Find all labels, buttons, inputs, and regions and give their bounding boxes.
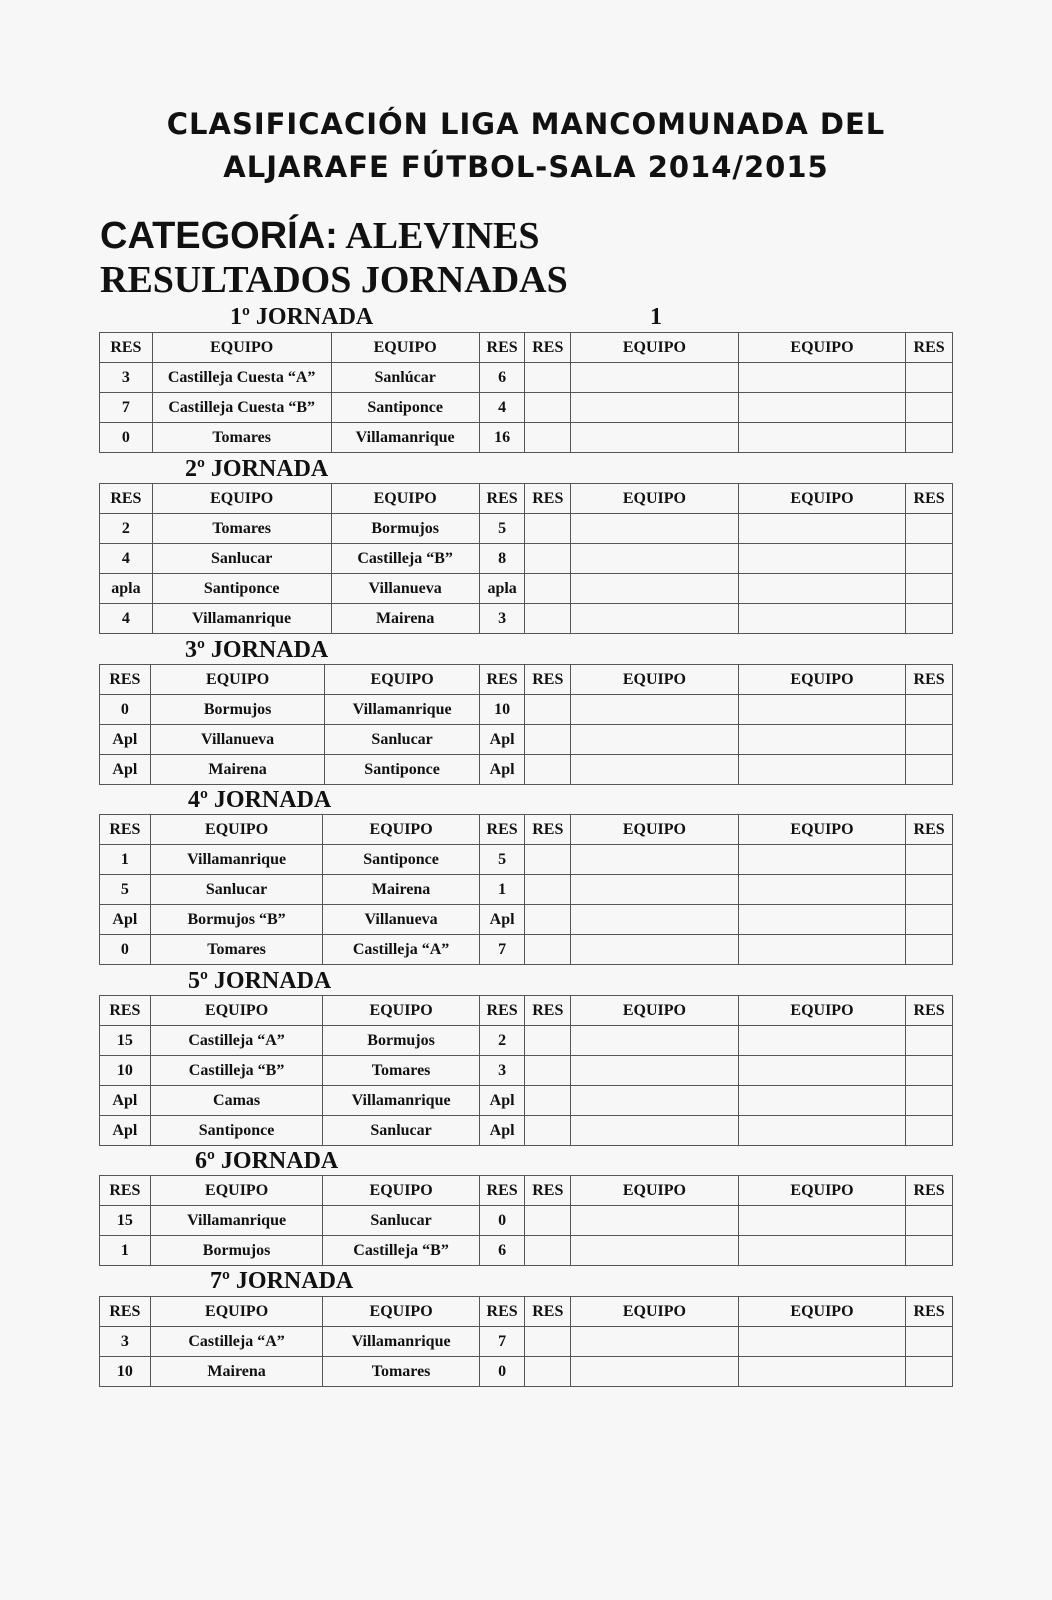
column-header: RES (525, 484, 571, 514)
away-score: Apl (479, 755, 525, 785)
home-team: Sanlucar (150, 875, 323, 905)
home-score: 1 (100, 845, 151, 875)
empty-cell (571, 695, 739, 725)
empty-cell (906, 1086, 953, 1116)
away-team: Castilleja “A” (323, 935, 479, 965)
table-row (100, 845, 953, 875)
away-score: 5 (479, 845, 525, 875)
table-row (100, 393, 953, 423)
column-header: EQUIPO (738, 333, 906, 363)
away-team: Villamanrique (323, 1327, 479, 1357)
home-team: Tomares (150, 935, 323, 965)
column-header: EQUIPO (571, 996, 739, 1026)
empty-cell (525, 695, 571, 725)
away-team: Sanlucar (323, 1206, 479, 1236)
away-team: Castilleja “B” (323, 1236, 479, 1266)
home-team: Villamanrique (152, 604, 331, 634)
empty-cell (738, 1116, 906, 1146)
column-header: RES (525, 333, 571, 363)
column-header: EQUIPO (331, 484, 479, 514)
empty-cell (525, 1086, 571, 1116)
away-team: Villamanrique (331, 423, 479, 453)
category-heading (100, 213, 540, 259)
column-header: RES (906, 484, 953, 514)
home-score: Apl (100, 1086, 151, 1116)
empty-cell (906, 1236, 953, 1266)
column-header: RES (525, 1176, 571, 1206)
table-row (100, 875, 953, 905)
jornada-2-title: 2º JORNADA (185, 456, 329, 482)
home-score: 5 (100, 875, 151, 905)
empty-cell (906, 695, 953, 725)
empty-cell (571, 935, 739, 965)
table-header-row (100, 333, 953, 363)
away-score: 8 (479, 544, 525, 574)
column-header: RES (906, 1297, 953, 1327)
table-row (100, 363, 953, 393)
column-header: RES (100, 484, 153, 514)
home-team: Bormujos (150, 1236, 323, 1266)
away-score: 0 (479, 1357, 525, 1387)
jornada-7-table (99, 1296, 953, 1387)
empty-cell (738, 1327, 906, 1357)
home-score: 4 (100, 544, 153, 574)
empty-cell (906, 845, 953, 875)
empty-cell (906, 1206, 953, 1236)
empty-cell (571, 1056, 739, 1086)
empty-cell (525, 935, 571, 965)
home-score: 15 (100, 1206, 151, 1236)
empty-cell (906, 725, 953, 755)
empty-cell (738, 574, 906, 604)
empty-cell (525, 393, 571, 423)
column-header: RES (479, 1176, 525, 1206)
table-header-row (100, 1297, 953, 1327)
empty-cell (525, 875, 571, 905)
away-score: apla (479, 574, 525, 604)
empty-cell (738, 544, 906, 574)
column-header: EQUIPO (738, 1176, 906, 1206)
column-header: EQUIPO (738, 665, 906, 695)
empty-cell (525, 1236, 571, 1266)
table-row (100, 423, 953, 453)
jornada-2-table (99, 483, 953, 634)
column-header: EQUIPO (325, 665, 479, 695)
jornada-1-extra-number: 1 (650, 304, 662, 330)
table-row (100, 935, 953, 965)
empty-cell (571, 1236, 739, 1266)
away-score: Apl (479, 905, 525, 935)
away-score: 1 (479, 875, 525, 905)
home-team: Santiponce (150, 1116, 323, 1146)
empty-cell (738, 905, 906, 935)
empty-cell (738, 935, 906, 965)
empty-cell (906, 755, 953, 785)
empty-cell (525, 604, 571, 634)
column-header: RES (100, 1176, 151, 1206)
home-score: Apl (100, 755, 151, 785)
empty-cell (525, 755, 571, 785)
away-score: 2 (479, 1026, 525, 1056)
document-title-line-2: ALJARAFE FÚTBOL-SALA 2014/2015 (223, 150, 829, 184)
column-header: RES (100, 333, 153, 363)
empty-cell (571, 845, 739, 875)
home-score: 0 (100, 935, 151, 965)
column-header: RES (479, 484, 525, 514)
table-row (100, 1056, 953, 1086)
empty-cell (906, 875, 953, 905)
empty-cell (738, 514, 906, 544)
empty-cell (525, 423, 571, 453)
empty-cell (571, 363, 739, 393)
empty-cell (525, 1026, 571, 1056)
column-header: EQUIPO (152, 333, 331, 363)
empty-cell (738, 1026, 906, 1056)
empty-cell (738, 604, 906, 634)
empty-cell (906, 1116, 953, 1146)
empty-cell (906, 423, 953, 453)
column-header: EQUIPO (738, 996, 906, 1026)
away-team: Mairena (323, 875, 479, 905)
empty-cell (571, 574, 739, 604)
column-header: EQUIPO (150, 1176, 323, 1206)
column-header: RES (906, 665, 953, 695)
away-score: 6 (479, 1236, 525, 1266)
home-score: 4 (100, 604, 153, 634)
column-header: EQUIPO (152, 484, 331, 514)
column-header: RES (479, 665, 525, 695)
home-score: 3 (100, 363, 153, 393)
away-score: 6 (479, 363, 525, 393)
empty-cell (738, 725, 906, 755)
empty-cell (906, 905, 953, 935)
results-heading: RESULTADOS JORNADAS (100, 259, 568, 301)
home-score: 2 (100, 514, 153, 544)
column-header: EQUIPO (571, 484, 739, 514)
away-team: Santiponce (325, 755, 479, 785)
empty-cell (525, 574, 571, 604)
home-team: Castilleja Cuesta “A” (152, 363, 331, 393)
column-header: EQUIPO (150, 1297, 323, 1327)
home-team: Castilleja “A” (150, 1327, 323, 1357)
table-row (100, 544, 953, 574)
empty-cell (525, 1357, 571, 1387)
empty-cell (525, 514, 571, 544)
away-score: Apl (479, 725, 525, 755)
away-team: Sanlucar (323, 1116, 479, 1146)
home-score: 0 (100, 423, 153, 453)
column-header: EQUIPO (323, 1297, 479, 1327)
document-title-line-1: CLASIFICACIÓN LIGA MANCOMUNADA DEL (166, 107, 886, 141)
column-header: RES (100, 665, 151, 695)
away-team: Villamanrique (325, 695, 479, 725)
away-team: Villanueva (323, 905, 479, 935)
column-header: EQUIPO (571, 815, 739, 845)
away-score: 4 (479, 393, 525, 423)
column-header: RES (906, 815, 953, 845)
column-header: EQUIPO (738, 815, 906, 845)
empty-cell (738, 845, 906, 875)
table-header-row (100, 815, 953, 845)
home-team: Villanueva (150, 725, 325, 755)
table-header-row (100, 484, 953, 514)
empty-cell (571, 514, 739, 544)
jornada-7-title: 7º JORNADA (210, 1268, 354, 1294)
empty-cell (738, 1357, 906, 1387)
table-header-row (100, 1176, 953, 1206)
away-team: Bormujos (331, 514, 479, 544)
column-header: RES (479, 333, 525, 363)
empty-cell (906, 1056, 953, 1086)
away-team: Santiponce (331, 393, 479, 423)
table-row (100, 1236, 953, 1266)
jornada-5-table (99, 995, 953, 1146)
category-value: ALEVINES (345, 215, 540, 257)
empty-cell (906, 935, 953, 965)
home-score: Apl (100, 905, 151, 935)
away-score: Apl (479, 1086, 525, 1116)
column-header: EQUIPO (571, 1176, 739, 1206)
empty-cell (906, 393, 953, 423)
home-team: Sanlucar (152, 544, 331, 574)
empty-cell (525, 905, 571, 935)
empty-cell (571, 1026, 739, 1056)
away-team: Tomares (323, 1056, 479, 1086)
jornada-5-title: 5º JORNADA (188, 968, 332, 994)
empty-cell (571, 725, 739, 755)
home-score: 7 (100, 393, 153, 423)
column-header: RES (906, 333, 953, 363)
empty-cell (571, 905, 739, 935)
home-team: Castilleja “B” (150, 1056, 323, 1086)
empty-cell (738, 423, 906, 453)
empty-cell (738, 1236, 906, 1266)
away-team: Villamanrique (323, 1086, 479, 1116)
jornada-1-table (99, 332, 953, 453)
empty-cell (571, 755, 739, 785)
column-header: EQUIPO (150, 996, 323, 1026)
home-team: Castilleja Cuesta “B” (152, 393, 331, 423)
home-score: 3 (100, 1327, 151, 1357)
column-header: EQUIPO (738, 484, 906, 514)
table-row (100, 1026, 953, 1056)
away-team: Tomares (323, 1357, 479, 1387)
empty-cell (571, 1206, 739, 1236)
empty-cell (571, 393, 739, 423)
table-row (100, 1086, 953, 1116)
column-header: RES (525, 665, 571, 695)
away-team: Santiponce (323, 845, 479, 875)
empty-cell (525, 1056, 571, 1086)
category-label: CATEGORÍA: (100, 215, 338, 257)
column-header: RES (479, 815, 525, 845)
home-team: Villamanrique (150, 845, 323, 875)
column-header: RES (100, 996, 151, 1026)
jornada-3-table (99, 664, 953, 785)
jornada-3-title: 3º JORNADA (185, 637, 329, 663)
column-header: EQUIPO (571, 333, 739, 363)
empty-cell (571, 1357, 739, 1387)
empty-cell (525, 845, 571, 875)
away-score: 3 (479, 1056, 525, 1086)
empty-cell (738, 363, 906, 393)
empty-cell (906, 1357, 953, 1387)
empty-cell (525, 1206, 571, 1236)
table-row (100, 695, 953, 725)
away-score: 7 (479, 935, 525, 965)
empty-cell (738, 875, 906, 905)
home-score: 15 (100, 1026, 151, 1056)
table-row (100, 514, 953, 544)
home-team: Camas (150, 1086, 323, 1116)
table-row (100, 574, 953, 604)
empty-cell (738, 1086, 906, 1116)
empty-cell (525, 363, 571, 393)
empty-cell (738, 1206, 906, 1236)
empty-cell (738, 695, 906, 725)
column-header: RES (525, 1297, 571, 1327)
jornada-4-table (99, 814, 953, 965)
away-team: Bormujos (323, 1026, 479, 1056)
column-header: EQUIPO (323, 1176, 479, 1206)
away-score: 0 (479, 1206, 525, 1236)
column-header: EQUIPO (150, 815, 323, 845)
table-header-row (100, 996, 953, 1026)
column-header: RES (525, 815, 571, 845)
column-header: EQUIPO (323, 815, 479, 845)
empty-cell (571, 1116, 739, 1146)
empty-cell (525, 725, 571, 755)
empty-cell (571, 1086, 739, 1116)
home-team: Bormujos (150, 695, 325, 725)
table-row (100, 604, 953, 634)
empty-cell (571, 544, 739, 574)
column-header: EQUIPO (738, 1297, 906, 1327)
away-team: Sanlucar (325, 725, 479, 755)
away-team: Villanueva (331, 574, 479, 604)
home-team: Tomares (152, 423, 331, 453)
home-team: Mairena (150, 1357, 323, 1387)
column-header: EQUIPO (150, 665, 325, 695)
table-header-row (100, 665, 953, 695)
empty-cell (738, 1056, 906, 1086)
home-score: apla (100, 574, 153, 604)
away-score: 10 (479, 695, 525, 725)
home-team: Tomares (152, 514, 331, 544)
table-row (100, 1327, 953, 1357)
home-team: Mairena (150, 755, 325, 785)
column-header: RES (479, 996, 525, 1026)
away-score: 16 (479, 423, 525, 453)
table-row (100, 755, 953, 785)
column-header: RES (906, 1176, 953, 1206)
away-team: Sanlúcar (331, 363, 479, 393)
empty-cell (906, 604, 953, 634)
empty-cell (571, 604, 739, 634)
column-header: EQUIPO (571, 665, 739, 695)
away-team: Mairena (331, 604, 479, 634)
table-row (100, 905, 953, 935)
empty-cell (525, 544, 571, 574)
home-team: Bormujos “B” (150, 905, 323, 935)
empty-cell (906, 574, 953, 604)
column-header: RES (525, 996, 571, 1026)
column-header: RES (100, 815, 151, 845)
home-team: Santiponce (152, 574, 331, 604)
column-header: EQUIPO (571, 1297, 739, 1327)
away-score: 5 (479, 514, 525, 544)
jornada-6-title: 6º JORNADA (195, 1148, 339, 1174)
away-score: Apl (479, 1116, 525, 1146)
empty-cell (906, 514, 953, 544)
jornada-4-title: 4º JORNADA (188, 787, 332, 813)
away-team: Castilleja “B” (331, 544, 479, 574)
home-score: 10 (100, 1357, 151, 1387)
home-team: Castilleja “A” (150, 1026, 323, 1056)
empty-cell (571, 423, 739, 453)
column-header: RES (906, 996, 953, 1026)
jornada-6-table (99, 1175, 953, 1266)
empty-cell (525, 1327, 571, 1357)
column-header: EQUIPO (323, 996, 479, 1026)
column-header: RES (100, 1297, 151, 1327)
empty-cell (738, 755, 906, 785)
home-score: 0 (100, 695, 151, 725)
empty-cell (571, 875, 739, 905)
empty-cell (525, 1116, 571, 1146)
table-row (100, 725, 953, 755)
table-row (100, 1116, 953, 1146)
home-score: Apl (100, 725, 151, 755)
home-team: Villamanrique (150, 1206, 323, 1236)
home-score: Apl (100, 1116, 151, 1146)
empty-cell (571, 1327, 739, 1357)
table-row (100, 1206, 953, 1236)
empty-cell (906, 544, 953, 574)
empty-cell (906, 363, 953, 393)
empty-cell (738, 393, 906, 423)
column-header: EQUIPO (331, 333, 479, 363)
column-header: RES (479, 1297, 525, 1327)
away-score: 7 (479, 1327, 525, 1357)
table-row (100, 1357, 953, 1387)
home-score: 1 (100, 1236, 151, 1266)
empty-cell (906, 1327, 953, 1357)
empty-cell (906, 1026, 953, 1056)
home-score: 10 (100, 1056, 151, 1086)
jornada-1-title: 1º JORNADA (230, 304, 374, 330)
away-score: 3 (479, 604, 525, 634)
